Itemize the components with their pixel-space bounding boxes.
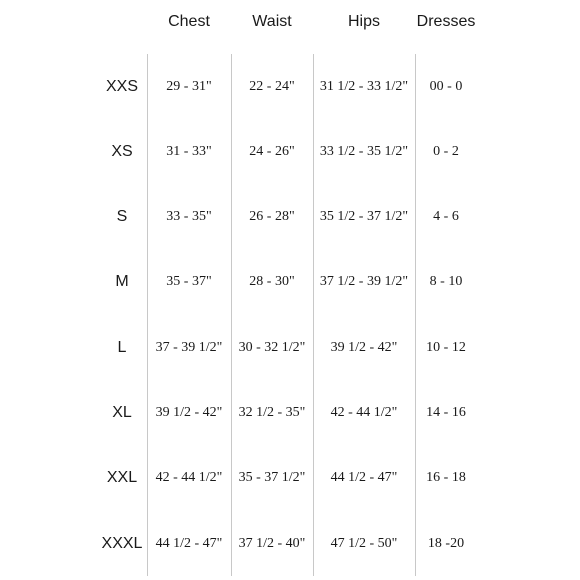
- size-label: XS: [111, 143, 133, 160]
- size-label: L: [117, 339, 127, 356]
- size-label: XXXL: [101, 535, 143, 552]
- size-row-xxl: [0, 458, 580, 498]
- header-chest: Chest: [168, 13, 210, 30]
- waist-cell: 32 1/2 - 35": [238, 405, 306, 420]
- hips-cell: 44 1/2 - 47": [330, 470, 398, 485]
- size-label: M: [115, 273, 129, 290]
- size-row-xxxl: [0, 524, 580, 564]
- waist-cell: 37 1/2 - 40": [238, 536, 306, 551]
- waist-cell: 26 - 28": [249, 209, 295, 224]
- dresses-cell: 18 -20: [427, 536, 465, 551]
- chest-cell: 39 1/2 - 42": [155, 405, 223, 420]
- chest-cell: 35 - 37": [166, 274, 212, 289]
- size-row-s: [0, 197, 580, 237]
- chest-cell: 33 - 35": [166, 209, 212, 224]
- size-label: XL: [112, 404, 132, 421]
- dresses-cell: 14 - 16: [426, 405, 466, 420]
- waist-cell: 35 - 37 1/2": [238, 470, 306, 485]
- hips-cell: 39 1/2 - 42": [330, 340, 398, 355]
- size-label: S: [116, 208, 128, 225]
- waist-cell: 24 - 26": [249, 144, 295, 159]
- dresses-cell: 00 - 0: [429, 79, 463, 94]
- size-row-xl: [0, 393, 580, 433]
- size-label: XXS: [105, 78, 138, 95]
- waist-cell: 28 - 30": [249, 274, 295, 289]
- dresses-cell: 16 - 18: [426, 470, 466, 485]
- chest-cell: 29 - 31": [166, 79, 212, 94]
- chest-cell: 44 1/2 - 47": [155, 536, 223, 551]
- waist-cell: 30 - 32 1/2": [238, 340, 306, 355]
- size-row-l: [0, 328, 580, 368]
- dresses-cell: 8 - 10: [429, 274, 463, 289]
- waist-cell: 22 - 24": [249, 79, 295, 94]
- header-waist: Waist: [252, 13, 292, 30]
- dresses-cell: 0 - 2: [433, 144, 459, 159]
- chest-cell: 42 - 44 1/2": [155, 470, 223, 485]
- chest-cell: 31 - 33": [166, 144, 212, 159]
- hips-cell: 42 - 44 1/2": [330, 405, 398, 420]
- chest-cell: 37 - 39 1/2": [155, 340, 223, 355]
- size-label: XXL: [106, 469, 138, 486]
- hips-cell: 33 1/2 - 35 1/2": [319, 144, 409, 159]
- size-row-xxs: [0, 67, 580, 107]
- header-hips: Hips: [347, 13, 380, 30]
- dresses-cell: 10 - 12: [426, 340, 466, 355]
- hips-cell: 37 1/2 - 39 1/2": [319, 274, 409, 289]
- dresses-cell: 4 - 6: [433, 209, 459, 224]
- hips-cell: 31 1/2 - 33 1/2": [319, 79, 409, 94]
- hips-cell: 35 1/2 - 37 1/2": [319, 209, 409, 224]
- size-row-m: [0, 262, 580, 302]
- size-row-xs: [0, 132, 580, 172]
- header-dresses: Dresses: [416, 13, 476, 30]
- hips-cell: 47 1/2 - 50": [330, 536, 398, 551]
